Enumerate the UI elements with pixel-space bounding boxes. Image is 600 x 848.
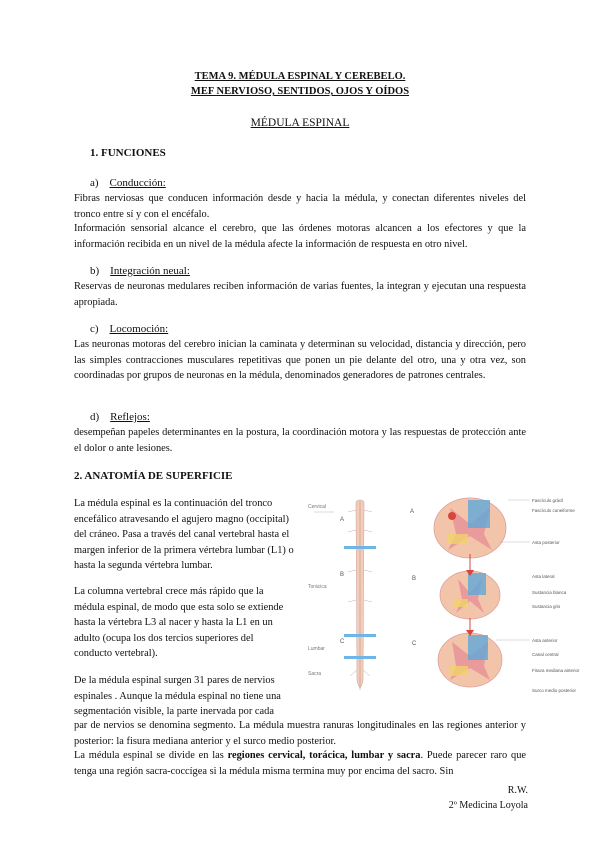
item-d-label: d) bbox=[90, 411, 100, 423]
title-line-1: TEMA 9. MÉDULA ESPINAL Y CEREBELO. bbox=[194, 71, 406, 82]
fig-label-6: Sustancia gris bbox=[532, 604, 561, 609]
item-d-title: Reflejos: bbox=[110, 411, 150, 423]
section-title: MÉDULA ESPINAL bbox=[250, 117, 350, 129]
section-marker-a bbox=[344, 546, 376, 549]
anatomia-p4-post: . Puede parecer raro que tenga una región sacra-coccígea si la médula misma termina muy por encima del sacro. Sin bbox=[74, 750, 526, 777]
fig-letter-c-left: C bbox=[340, 639, 345, 645]
anatomia-p4 bbox=[74, 748, 526, 779]
item-d-heading bbox=[90, 411, 150, 423]
fig-label-3: Asta lateral bbox=[532, 574, 555, 579]
item-b-text: Reservas de neuronas medulares reciben información de varias fuentes, la integran y ejecutan una respuesta apropiada. bbox=[74, 281, 526, 308]
anatomia-p2: La columna vertebral crece más rápido que la médula espinal, de modo que esta solo se extiende hasta la vértebra L3 al nacer y hasta la L1 en un adulto (ocupa los dos tercios superiores del conducto vertebral). bbox=[74, 586, 284, 659]
item-a-title: Conducción: bbox=[109, 177, 166, 189]
fig-label-5: Sustancia blanca bbox=[532, 590, 567, 595]
fig-label-9: Canal central bbox=[532, 652, 559, 657]
footer-initials: R.W. bbox=[507, 785, 528, 796]
anatomia-p3-cont: par de nervios se denomina segmento. La médula muestra ranuras longitudinales en las regiones anterior y posterior: la fisura mediana anterior y el surco medio posterior. bbox=[74, 720, 526, 747]
anatomia-p4-pre: La médula espinal se divide en las bbox=[74, 750, 228, 761]
fig-left-label-toracica: Torácica bbox=[308, 584, 327, 590]
fig-label-0: Fascículo grácil bbox=[532, 498, 564, 503]
item-a-text-2: Información sensorial alcance el cerebro, que las órdenes motoras alcancen a los efectores y que la información recibida en un nivel de la médula afecte la información de respuesta en otro nivel. bbox=[74, 223, 526, 250]
anatomia-heading: 2. ANATOMÍA DE SUPERFICIE bbox=[74, 470, 233, 482]
fig-left-label-dup bbox=[308, 518, 309, 524]
anatomia-p1: La médula espinal es la continuación del tronco encefálico atravesando el agujero magno (occipital) del cráneo. Pasa a través del canal vertebral hasta el margen inferior de la primera vértebra lumbar (L1) o hasta la segunda vértebra lumbar. bbox=[74, 498, 294, 571]
section-marker-c bbox=[344, 656, 376, 659]
fig-left-label-sacra: Sacra bbox=[308, 671, 322, 677]
item-b-label: b) bbox=[90, 265, 100, 277]
fig-left-label-lumbar: Lumbar bbox=[308, 646, 325, 652]
spinal-cord-figure bbox=[300, 490, 592, 705]
item-a-text: Fibras nerviosas que conducen información desde y hacia la médula, y conectan diferentes niveles del tronco entre sí y con el encéfalo. bbox=[74, 193, 526, 220]
fig-label-2: Asta posterior bbox=[532, 540, 560, 545]
cross-section-c bbox=[412, 633, 502, 687]
item-c-text: Las neuronas motoras del cerebro inician la caminata y determinan su velocidad, distancia y dirección, pero las simples contracciones musculares repetitivas que ponen un pie delante del otro, una y otra vez, son coordinadas por grupos de neuronas en la médula, denominados generadores de patrones centrales. bbox=[74, 339, 526, 381]
fig-right-labels bbox=[496, 498, 580, 693]
fig-letter-a: A bbox=[410, 509, 415, 515]
item-c-label: c) bbox=[90, 323, 99, 335]
fig-left-label-cervical: Cervical bbox=[308, 504, 327, 510]
item-a-heading bbox=[90, 177, 166, 189]
footer-course: 2º Medicina Loyola bbox=[448, 800, 528, 811]
item-b-heading bbox=[90, 265, 190, 277]
anatomia-p3-start: De la médula espinal surgen 31 pares de nervios espinales . Aunque la médula espinal no tiene una segmentación visible, la parte inervada por cada bbox=[74, 675, 281, 717]
fig-label-8: Surco medio posterior bbox=[532, 688, 577, 693]
funciones-heading: 1. FUNCIONES bbox=[90, 147, 166, 159]
item-c-heading bbox=[90, 323, 168, 335]
item-a-label: a) bbox=[90, 177, 99, 189]
fig-letter-a-left: A bbox=[340, 517, 345, 523]
cross-section-b bbox=[412, 571, 500, 619]
fig-letter-b-left: B bbox=[340, 572, 345, 578]
item-c-title: Locomoción: bbox=[109, 323, 169, 335]
fig-label-7: Fisura mediana anterior bbox=[532, 668, 580, 673]
fig-letter-b: B bbox=[412, 576, 417, 582]
item-b-title: Integración neual: bbox=[110, 265, 190, 277]
anatomia-p4-bold: regiones cervical, torácica, lumbar y sacra bbox=[227, 750, 421, 761]
fig-letter-c: C bbox=[412, 641, 417, 647]
cross-section-a bbox=[410, 498, 506, 558]
fig-label-1: Fascículo cuneiforme bbox=[532, 508, 575, 513]
title-line-2: MEF NERVIOSO, SENTIDOS, OJOS Y OÍDOS bbox=[190, 86, 410, 97]
item-d-text: desempeñan papeles determinantes en la postura, la coordinación motora y las respuestas de protección ante el dolor o ante lesiones. bbox=[74, 427, 526, 454]
section-marker-b bbox=[344, 634, 376, 637]
fig-label-4: Asta anterior bbox=[532, 638, 558, 643]
